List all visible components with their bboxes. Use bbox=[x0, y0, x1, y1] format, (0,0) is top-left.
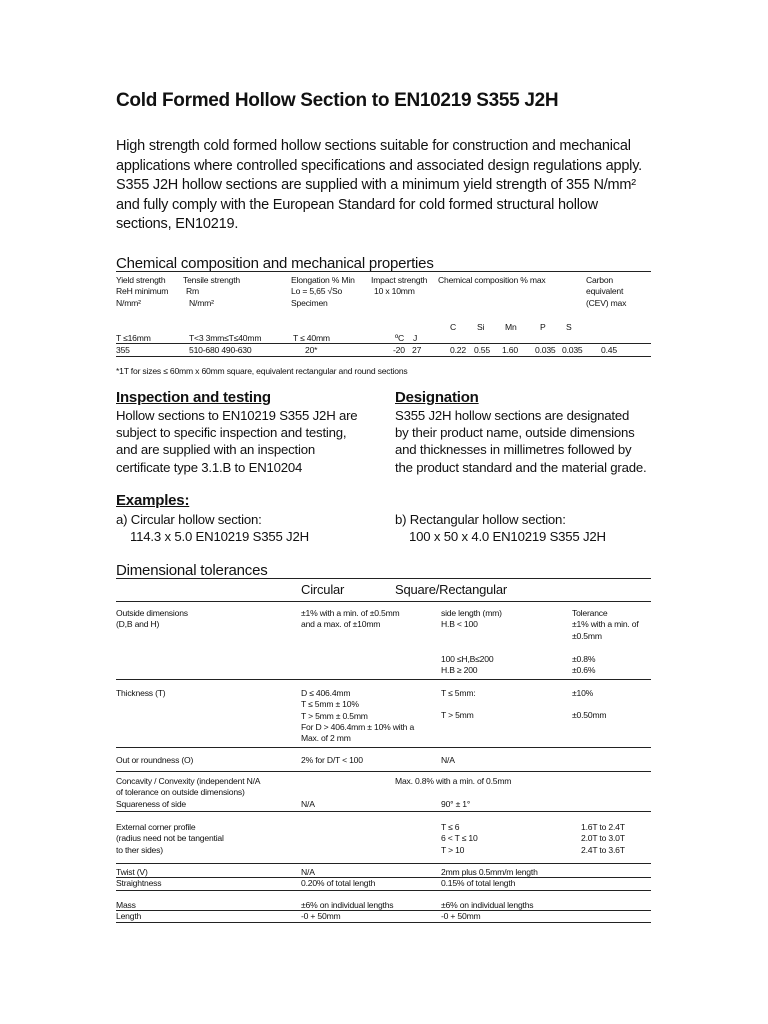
inspection-text: Hollow sections to EN10219 S355 J2H are subject to specific inspection and testing, and are supplied with an inspection certificate type 3.1.B to EN10204 bbox=[116, 408, 358, 475]
element-c: C bbox=[450, 322, 457, 332]
dim-header-rule bbox=[116, 601, 651, 602]
inspection-heading: Inspection and testing bbox=[116, 389, 271, 406]
value-cev: 0.45 bbox=[601, 345, 617, 355]
chem-footnote: *1T for sizes ≤ 60mm x 60mm square, equivalent rectangular and round sections bbox=[116, 366, 408, 376]
row-outside-square-2: 100 ≤H,B≤200 H.B ≥ 200 bbox=[441, 654, 494, 676]
row-mass-label: Mass bbox=[116, 900, 136, 910]
header-impact: Impact strength 10 x 10mm bbox=[371, 275, 428, 297]
row-thickness-tolerance-1: ±10% bbox=[572, 688, 594, 698]
header-elongation: Elongation % Min Lo = 5,65 √So Specimen bbox=[291, 275, 355, 308]
row-length-label: Length bbox=[116, 911, 142, 921]
row-straightness-label: Straightness bbox=[116, 878, 162, 888]
value-p: 0.035 bbox=[535, 345, 556, 355]
chem-bottom-rule bbox=[116, 356, 651, 357]
examples-heading: Examples: bbox=[116, 492, 190, 509]
row-oor-circular: 2% for D/T < 100 bbox=[301, 755, 363, 765]
value-c: 0.22 bbox=[450, 345, 466, 355]
page-title: Cold Formed Hollow Section to EN10219 S355 J2H bbox=[116, 90, 559, 111]
row-outside-square-1: side length (mm) H.B < 100 bbox=[441, 608, 502, 630]
row-thickness-tolerance-2: ±0.50mm bbox=[572, 710, 607, 720]
row-oor-label: Out or roundness (O) bbox=[116, 755, 194, 765]
value-impact-j: 27 bbox=[412, 345, 422, 355]
row-concavity-label: Concavity / Convexity (independent N/A of tolerance on outside dimensions) bbox=[116, 776, 261, 798]
rule-oor bbox=[116, 771, 651, 772]
row-twist-label: Twist (V) bbox=[116, 867, 148, 877]
header-tensile: Tensile strength Rm N/mm² bbox=[183, 275, 240, 308]
rule-corner bbox=[116, 863, 651, 864]
dim-heading: Dimensional tolerances bbox=[116, 562, 268, 579]
intro-paragraph: High strength cold formed hollow sections suitable for construction and mechanical applications where controlled specifications and associated design regulations apply. S355 J2H hollow sections are supplied with a minimum yield strength of 355 N/mm² and fully comply with the European Standard for cold formed structural hollow sections, EN10219. bbox=[116, 138, 643, 233]
sub-tensile: T<3 3mm≤T≤40mm bbox=[189, 333, 262, 343]
row-length-square: -0 + 50mm bbox=[441, 911, 481, 921]
sub-impact-c: ºC bbox=[395, 333, 404, 343]
rule-thickness bbox=[116, 747, 651, 748]
row-outside-circular: ±1% with a min. of ±0.5mm and a max. of ±10mm bbox=[301, 608, 400, 630]
row-squareness-circular: N/A bbox=[301, 799, 315, 809]
element-si: Si bbox=[477, 322, 485, 332]
col-circular: Circular bbox=[301, 582, 345, 597]
example-b-label: b) Rectangular hollow section: bbox=[395, 512, 566, 527]
row-corner-label: External corner profile (radius need not be tangential to ther sides) bbox=[116, 822, 224, 855]
row-twist-circular: N/A bbox=[301, 867, 315, 877]
row-corner-tolerance: 1.6T to 2.4T 2.0T to 3.0T 2.4T to 3.6T bbox=[581, 822, 625, 855]
row-oor-square: N/A bbox=[441, 755, 455, 765]
header-yield: Yield strength ReH minimum N/mm² bbox=[116, 275, 169, 308]
row-outside-label: Outside dimensions (D,B and H) bbox=[116, 608, 188, 630]
example-a-value: 114.3 x 5.0 EN10219 S355 J2H bbox=[130, 529, 309, 544]
sub-yield: T ≤16mm bbox=[116, 333, 151, 343]
designation-heading: Designation bbox=[395, 389, 479, 406]
rule-straightness bbox=[116, 890, 651, 891]
row-mass-circular: ±6% on individual lengths bbox=[301, 900, 394, 910]
chem-top-rule bbox=[116, 271, 651, 272]
example-b-value: 100 x 50 x 4.0 EN10219 S355 J2H bbox=[409, 529, 606, 544]
dim-top-rule bbox=[116, 578, 651, 579]
chem-heading: Chemical composition and mechanical properties bbox=[116, 255, 434, 272]
value-yield: 355 bbox=[116, 345, 130, 355]
sub-impact-j: J bbox=[413, 333, 418, 343]
value-s: 0.035 bbox=[562, 345, 583, 355]
value-elongation: 20* bbox=[305, 345, 318, 355]
row-thickness-label: Thickness (T) bbox=[116, 688, 166, 698]
rule-twist bbox=[116, 877, 651, 878]
rule-mass bbox=[116, 910, 651, 911]
value-tensile: 510-680 490-630 bbox=[189, 345, 252, 355]
row-straightness-circular: 0.20% of total length bbox=[301, 878, 376, 888]
row-squareness-square: 90° ± 1° bbox=[441, 799, 471, 809]
row-thickness-circular: D ≤ 406.4mm T ≤ 5mm ± 10% T > 5mm ± 0.5mm For D > 406.4mm ± 10% with a Max. of 2 mm bbox=[301, 688, 415, 744]
value-mn: 1.60 bbox=[502, 345, 518, 355]
col-square-rect: Square/Rectangular bbox=[395, 582, 508, 597]
designation-text: S355 J2H hollow sections are designated by their product name, outside dimensions and thicknesses in millimetres followed by the product standard and the material grade. bbox=[395, 408, 647, 475]
row-thickness-square-2: T > 5mm bbox=[441, 710, 474, 720]
row-straightness-square: 0.15% of total length bbox=[441, 878, 516, 888]
value-impact-c: -20 bbox=[393, 345, 405, 355]
row-outside-tolerance-1: Tolerance ±1% with a min. of ±0.5mm bbox=[572, 608, 639, 641]
row-concavity-square: Max. 0.8% with a min. of 0.5mm bbox=[395, 776, 512, 786]
header-carbon: Carbon equivalent (CEV) max bbox=[586, 275, 627, 308]
row-thickness-square-1: T ≤ 5mm: bbox=[441, 688, 476, 698]
row-twist-square: 2mm plus 0.5mm/m length bbox=[441, 867, 538, 877]
element-mn: Mn bbox=[505, 322, 517, 332]
element-s: S bbox=[566, 322, 572, 332]
header-chemical: Chemical composition % max bbox=[438, 275, 546, 285]
example-a-label: a) Circular hollow section: bbox=[116, 512, 262, 527]
row-squareness-label: Squareness of side bbox=[116, 799, 186, 809]
sub-elongation: T ≤ 40mm bbox=[293, 333, 330, 343]
rule-outside bbox=[116, 679, 651, 680]
chem-mid-rule bbox=[116, 343, 651, 344]
row-corner-square: T ≤ 6 6 < T ≤ 10 T > 10 bbox=[441, 822, 478, 855]
row-outside-tolerance-2: ±0.8% ±0.6% bbox=[572, 654, 596, 676]
value-si: 0.55 bbox=[474, 345, 490, 355]
rule-squareness bbox=[116, 811, 651, 812]
row-mass-square: ±6% on individual lengths bbox=[441, 900, 534, 910]
rule-length bbox=[116, 922, 651, 923]
row-length-circular: -0 + 50mm bbox=[301, 911, 341, 921]
element-p: P bbox=[540, 322, 546, 332]
